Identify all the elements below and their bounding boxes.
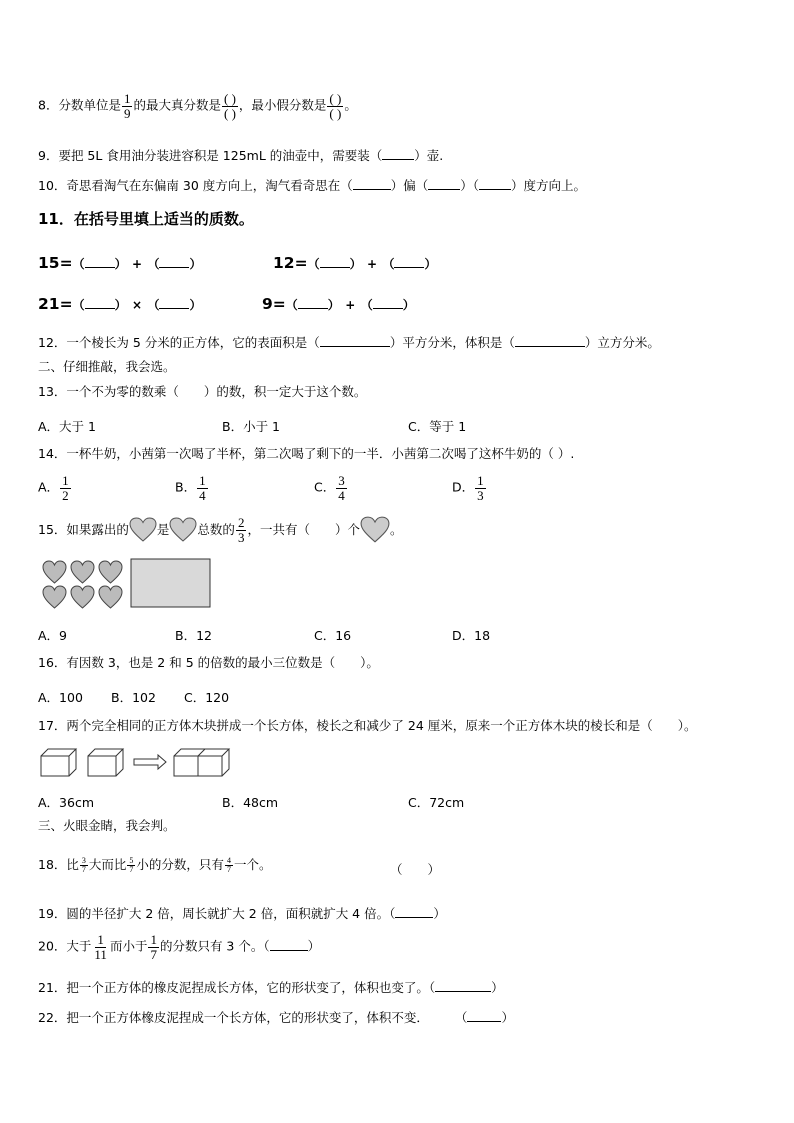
answer-blank[interactable] bbox=[515, 335, 585, 347]
question-8: 8．分数单位是 $\frac{1}{9}$ 的最大真分数是 $\frac{( )}{( )}$ ，最小假分数是 $\frac{( )}{( )}$ 。 bbox=[38, 91, 357, 121]
arrow-icon bbox=[134, 755, 166, 769]
q15-option-b[interactable]: B．12 bbox=[175, 628, 212, 643]
cube bbox=[88, 749, 123, 776]
equation-12: 12=（ ） + （ ） bbox=[273, 254, 437, 272]
answer-blank[interactable] bbox=[428, 178, 460, 190]
q15-option-a[interactable]: A．9 bbox=[38, 628, 68, 643]
fraction-two-thirds: $\frac{2}{3}$ bbox=[237, 515, 245, 545]
heart-icon bbox=[43, 586, 66, 608]
answer-blank[interactable] bbox=[298, 297, 328, 309]
heart-icon bbox=[129, 517, 157, 543]
q17-option-a[interactable]: A．36cm bbox=[38, 795, 95, 810]
q14-option-d[interactable]: D． $\frac{1}{3}$ bbox=[452, 473, 484, 503]
q13-option-c[interactable]: C．等于 1 bbox=[408, 419, 467, 434]
answer-blank[interactable] bbox=[320, 335, 390, 347]
q16-option-c[interactable]: C．120 bbox=[184, 690, 230, 705]
answer-blank[interactable] bbox=[435, 980, 491, 992]
answer-blank[interactable] bbox=[394, 256, 424, 268]
q15-option-d[interactable]: D．18 bbox=[452, 628, 491, 643]
section-2-title: 二、仔细推敲，我会选。 bbox=[38, 359, 176, 374]
question-10: 10．奇思看淘气在东偏南 30 度方向上，淘气看奇思在（ ）偏（ ）（ ）度方向上。 bbox=[38, 178, 587, 193]
answer-blank[interactable] bbox=[159, 297, 189, 309]
q17-option-b[interactable]: B．48cm bbox=[222, 795, 279, 810]
question-13: 13．一个不为零的数乘（ ）的数，积一定大于这个数。 bbox=[38, 384, 367, 399]
equation-21: 21=（ ） × （ ） bbox=[38, 295, 202, 313]
heart-icon bbox=[169, 517, 197, 543]
question-15: 15．如果露出的 是 总数的 $\frac{2}{3}$ ，一共有（ ）个 。 bbox=[38, 515, 403, 545]
section-3-title: 三、火眼金睛，我会判。 bbox=[38, 818, 176, 833]
fraction-one-ninth: $\frac{1}{9}$ bbox=[123, 91, 131, 121]
equation-9: 9=（ ） + （ ） bbox=[262, 295, 415, 313]
answer-blank[interactable] bbox=[373, 297, 403, 309]
heart-icon bbox=[43, 561, 66, 583]
answer-blank[interactable] bbox=[270, 939, 308, 951]
answer-blank[interactable] bbox=[479, 178, 511, 190]
q16-option-a[interactable]: A．100 bbox=[38, 690, 83, 705]
answer-blank[interactable] bbox=[85, 297, 115, 309]
q16-option-b[interactable]: B．102 bbox=[111, 690, 156, 705]
cubes-figure bbox=[40, 748, 235, 778]
answer-fraction-blank[interactable]: $\frac{( )}{( )}$ bbox=[329, 91, 342, 121]
answer-blank[interactable]: （ ） bbox=[390, 862, 441, 877]
question-11-title: 11．在括号里填上适当的质数。 bbox=[38, 210, 254, 228]
question-19: 19．圆的半径扩大 2 倍，周长就扩大 2 倍，面积就扩大 4 倍。（ ） bbox=[38, 906, 446, 921]
answer-blank[interactable] bbox=[382, 148, 414, 160]
q13-option-b[interactable]: B．小于 1 bbox=[222, 419, 281, 434]
question-16: 16．有因数 3，也是 2 和 5 的倍数的最小三位数是（ ）。 bbox=[38, 655, 379, 670]
heart-icon bbox=[360, 516, 390, 544]
q17-option-c[interactable]: C．72cm bbox=[408, 795, 465, 810]
question-14: 14．一杯牛奶，小茜第一次喝了半杯，第二次喝了剩下的一半．小茜第二次喝了这杯牛奶的（ ）. bbox=[38, 446, 575, 461]
cuboid bbox=[174, 749, 229, 776]
q14-option-b[interactable]: B． $\frac{1}{4}$ bbox=[175, 473, 206, 503]
question-22: 22．把一个正方体橡皮泥捏成一个长方体，它的形状变了，体积不变． （ ） bbox=[38, 1010, 514, 1025]
hearts-figure bbox=[40, 558, 215, 612]
question-12: 12．一个棱长为 5 分米的正方体，它的表面积是（ ）平方分米，体积是（ ）立方分米。 bbox=[38, 335, 660, 350]
covered-area bbox=[131, 559, 210, 607]
question-20: 20．大于 $\frac{1}{11}$ 而小于 $\frac{1}{7}$ 的分数只有 3 个。（ ） bbox=[38, 932, 321, 962]
answer-blank[interactable] bbox=[353, 178, 391, 190]
question-18: 18．比 $\frac{3}{7}$ 大而比 $\frac{5}{7}$ 小的分数，只有 $\frac{4}{7}$ 一个。 bbox=[38, 856, 272, 874]
q14-option-a[interactable]: A． $\frac{1}{2}$ bbox=[38, 473, 69, 503]
answer-blank[interactable] bbox=[85, 256, 115, 268]
answer-fraction-blank[interactable]: $\frac{( )}{( )}$ bbox=[223, 91, 236, 121]
heart-icon bbox=[99, 561, 122, 583]
answer-blank[interactable] bbox=[395, 906, 433, 918]
question-17: 17．两个完全相同的正方体木块拼成一个长方体，棱长之和减少了 24 厘米，原来一个正方体木块的棱长和是（ ）。 bbox=[38, 718, 697, 733]
heart-icon bbox=[71, 561, 94, 583]
heart-icon bbox=[99, 586, 122, 608]
q15-option-c[interactable]: C．16 bbox=[314, 628, 352, 643]
q14-option-c[interactable]: C． $\frac{3}{4}$ bbox=[314, 473, 345, 503]
answer-blank[interactable] bbox=[467, 1010, 501, 1022]
q13-option-a[interactable]: A．大于 1 bbox=[38, 419, 96, 434]
question-21: 21．把一个正方体的橡皮泥捏成长方体，它的形状变了，体积也变了。（ ） bbox=[38, 980, 504, 995]
answer-blank[interactable] bbox=[320, 256, 350, 268]
heart-icon bbox=[71, 586, 94, 608]
question-9: 9．要把 5L 食用油分装进容积是 125mL 的油壶中，需要装（ ）壶. bbox=[38, 148, 444, 163]
equation-15: 15=（ ） + （ ） bbox=[38, 254, 202, 272]
cube bbox=[41, 749, 76, 776]
answer-blank[interactable] bbox=[159, 256, 189, 268]
